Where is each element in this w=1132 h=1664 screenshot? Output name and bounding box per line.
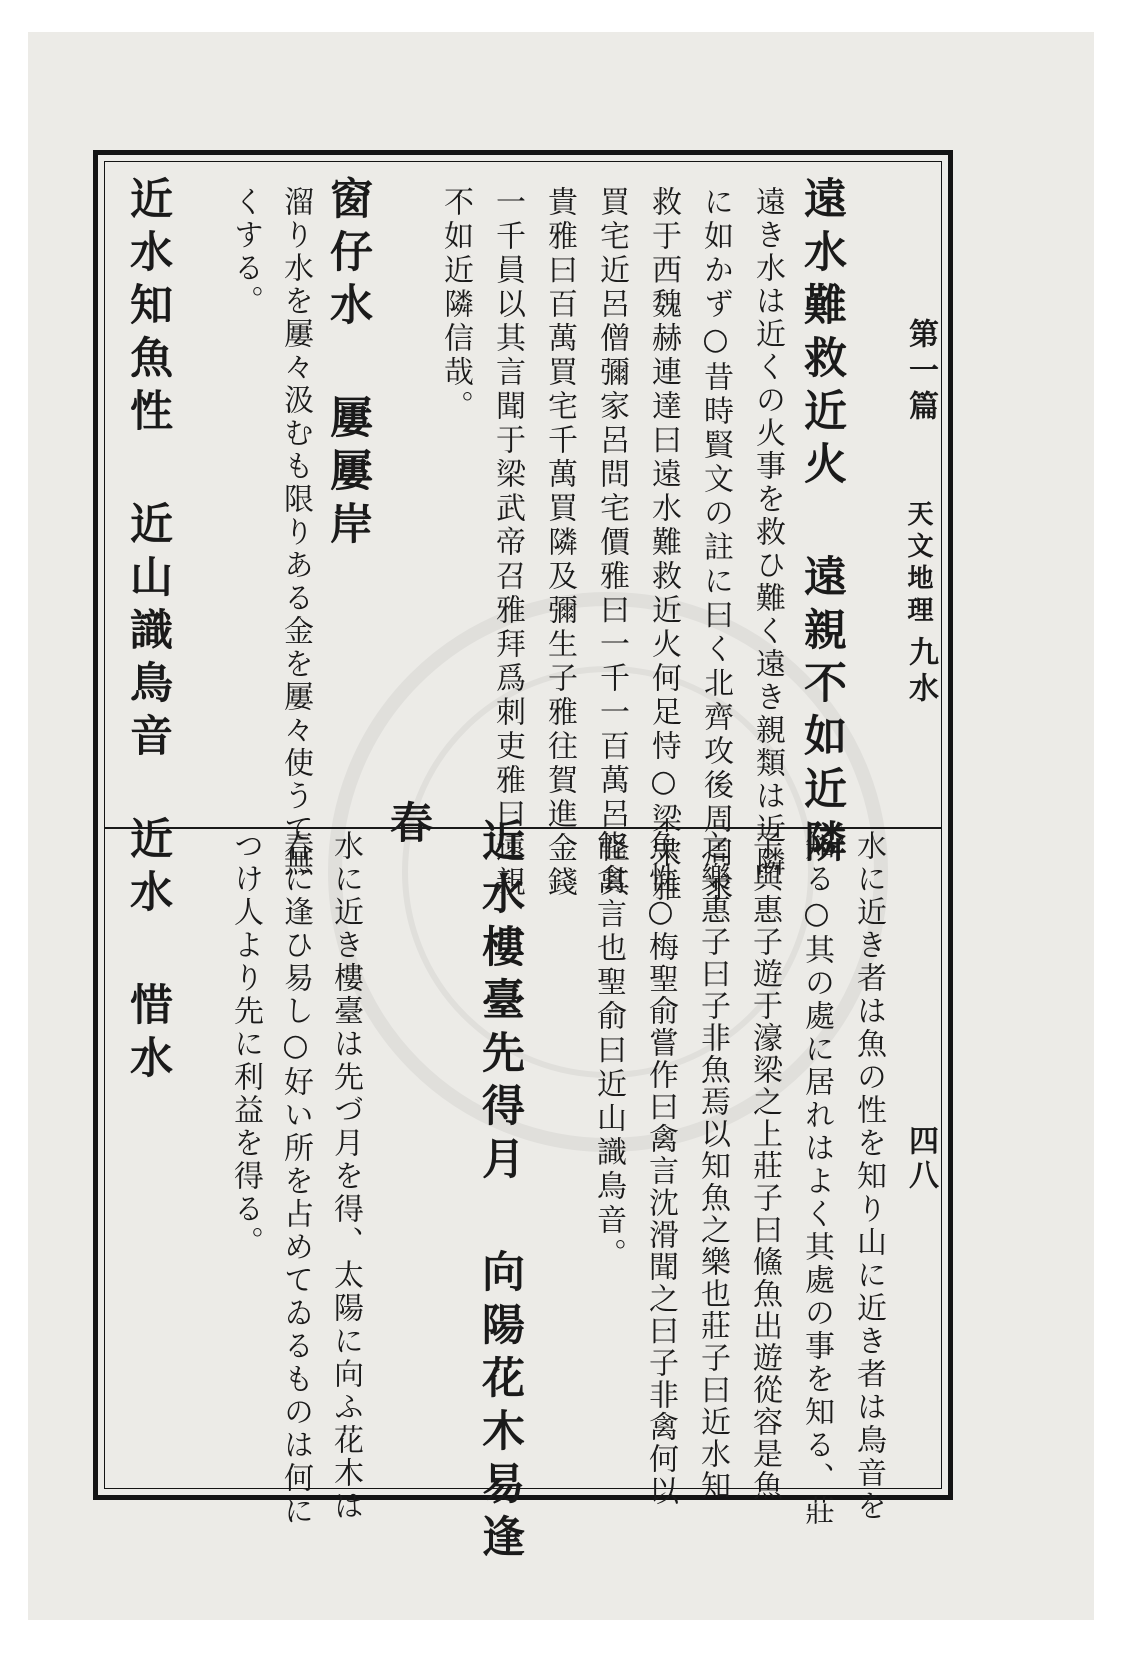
explanation-line: 知る○其の處に居れはよく其處の事を知る、莊 bbox=[799, 830, 834, 1528]
subsection-title: 九水 bbox=[903, 636, 938, 708]
classical-text-line: 之樂惠子曰子非魚焉以知魚之樂也莊子曰近水知 bbox=[695, 830, 730, 1502]
proverb-entry: 近水樓臺先得月 向陽花木易逢 bbox=[475, 818, 525, 1567]
chapter-title: 第一篇 bbox=[903, 318, 938, 426]
explanation-line: 溜り水を屢々汲むも限りある金を屢々使うて無 bbox=[278, 186, 313, 879]
classical-text-line: 魚性○梅聖俞嘗作曰禽言沈滑聞之曰子非禽何以 bbox=[643, 830, 678, 1507]
explanation-line: 水に近き者は魚の性を知り山に近き者は鳥音を bbox=[851, 830, 886, 1523]
explanation-line: つけ人より先に利益を得る。 bbox=[228, 830, 263, 1259]
section-title: 天文地理 bbox=[903, 500, 933, 628]
classical-text-line: 買宅近呂僧彌家呂問宅價雅曰一千一百萬呂怪其 bbox=[594, 186, 629, 900]
proverb-entry: 遠水難救近火 遠親不如近隣 bbox=[797, 176, 847, 872]
proverb-entry: 近水知魚性 近山識鳥音 bbox=[123, 176, 173, 766]
classical-text-line: 能禽言也聖俞曰近山識鳥音。 bbox=[591, 830, 626, 1272]
classical-text-line: 救于西魏赫連達曰遠水難救近火何足恃○梁宋雅 bbox=[646, 186, 681, 905]
proverb-entry-continuation: 春 bbox=[383, 800, 433, 853]
proverb-entry: 近水 惜水 bbox=[123, 816, 173, 1088]
classical-text-line: 一千員以其言聞于梁武帝召雅拜爲刺吏雅曰遠親 bbox=[490, 186, 525, 900]
classical-text-line: 不如近隣信哉。 bbox=[438, 186, 473, 424]
explanation-line: 水に近き樓臺は先づ月を得、太陽に向ふ花木は bbox=[328, 830, 363, 1523]
classical-text-line: 貴雅曰百萬買宅千萬買隣及彌生子雅往賀進金錢 bbox=[542, 186, 577, 900]
classical-text-line: に如かず○昔時賢文の註に曰く北齊攻後周周求 bbox=[698, 186, 733, 905]
explanation-line: くする。 bbox=[228, 186, 263, 318]
proverb-entry: 窗仔水 屢屢岸 bbox=[323, 176, 373, 554]
page-number: 四八 bbox=[903, 1125, 938, 1193]
explanation-line: 遠き水は近くの火事を救ひ難く遠き親類は近隣 bbox=[750, 186, 785, 879]
classical-text-line: 子與惠子遊于濠梁之上莊子曰鯈魚出遊從容是魚 bbox=[747, 830, 782, 1502]
explanation-line: 春に逢ひ易し○好い所を占めてゐるものは何に bbox=[278, 830, 313, 1528]
